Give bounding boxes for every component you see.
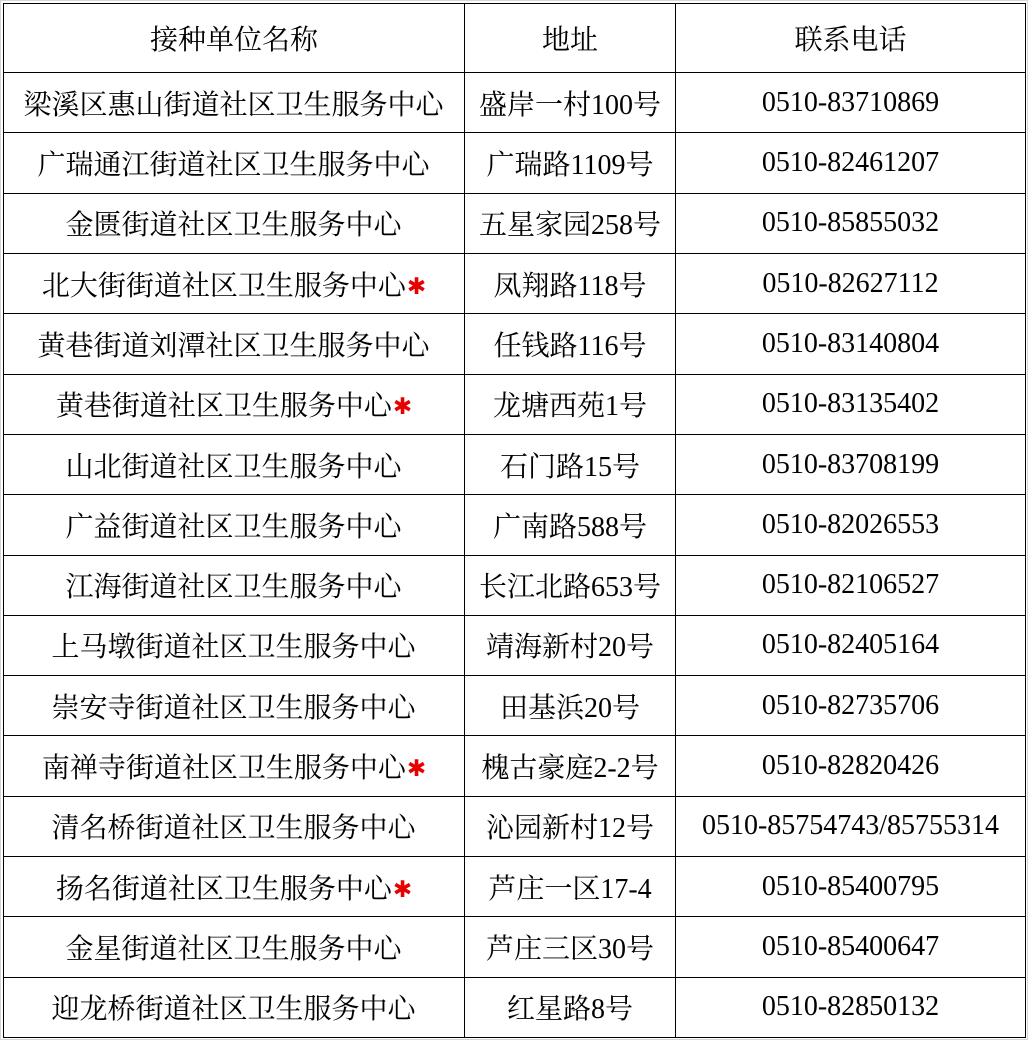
address-cell: 靖海新村20号 bbox=[465, 615, 676, 675]
address-cell: 芦庄三区30号 bbox=[465, 917, 676, 977]
asterisk-marker: ✱ bbox=[406, 756, 427, 783]
table-header bbox=[4, 4, 1026, 73]
table-row bbox=[4, 495, 1026, 555]
phone-cell: 0510-82627112 bbox=[676, 253, 1026, 313]
header-address: 地址 bbox=[465, 4, 676, 73]
table-row bbox=[4, 615, 1026, 675]
asterisk-marker: ✱ bbox=[392, 876, 413, 903]
phone-cell: 0510-85754743/85755314 bbox=[676, 796, 1026, 856]
unit-name-cell bbox=[4, 917, 465, 977]
phone-cell: 0510-83708199 bbox=[676, 434, 1026, 494]
table-row bbox=[4, 555, 1026, 615]
phone-cell: 0510-82735706 bbox=[676, 676, 1026, 736]
table-row bbox=[4, 133, 1026, 193]
address-cell: 广瑞路1109号 bbox=[465, 133, 676, 193]
address-cell: 芦庄一区17-4 bbox=[465, 857, 676, 917]
table-row bbox=[4, 676, 1026, 736]
unit-name: 崇安寺街道社区卫生服务中心 bbox=[51, 692, 416, 724]
unit-name: 清名桥街道社区卫生服务中心 bbox=[51, 813, 416, 845]
unit-name-cell bbox=[4, 133, 465, 193]
unit-name-cell bbox=[4, 314, 465, 374]
asterisk-marker: ✱ bbox=[406, 273, 427, 300]
unit-name-cell bbox=[4, 796, 465, 856]
unit-name-cell bbox=[4, 434, 465, 494]
table-row bbox=[4, 193, 1026, 253]
unit-name: 江海街道社区卫生服务中心 bbox=[65, 572, 402, 604]
unit-name-cell bbox=[4, 495, 465, 555]
table-row bbox=[4, 314, 1026, 374]
unit-name: 上马墩街道社区卫生服务中心 bbox=[51, 632, 416, 664]
unit-name-cell bbox=[4, 857, 465, 917]
table-row bbox=[4, 736, 1026, 796]
table-row bbox=[4, 253, 1026, 313]
header-row bbox=[4, 4, 1026, 73]
table-row bbox=[4, 917, 1026, 977]
table-row bbox=[4, 434, 1026, 494]
table-row bbox=[4, 73, 1026, 133]
unit-name-cell bbox=[4, 736, 465, 796]
phone-cell: 0510-82026553 bbox=[676, 495, 1026, 555]
phone-cell: 0510-83140804 bbox=[676, 314, 1026, 374]
unit-name-cell bbox=[4, 253, 465, 313]
address-cell: 长江北路653号 bbox=[465, 555, 676, 615]
unit-name: 扬名街道社区卫生服务中心 bbox=[55, 873, 392, 905]
unit-name: 南禅寺街道社区卫生服务中心 bbox=[41, 753, 406, 785]
phone-cell: 0510-83135402 bbox=[676, 374, 1026, 434]
unit-name: 黄巷街道社区卫生服务中心 bbox=[55, 391, 392, 423]
header-unit-name: 接种单位名称 bbox=[4, 4, 465, 73]
address-cell: 石门路15号 bbox=[465, 434, 676, 494]
phone-cell: 0510-82850132 bbox=[676, 977, 1026, 1037]
unit-name: 迎龙桥街道社区卫生服务中心 bbox=[51, 994, 416, 1026]
table-row bbox=[4, 796, 1026, 856]
phone-cell: 0510-85855032 bbox=[676, 193, 1026, 253]
phone-cell: 0510-82461207 bbox=[676, 133, 1026, 193]
table-row bbox=[4, 977, 1026, 1037]
address-cell: 龙塘西苑1号 bbox=[465, 374, 676, 434]
table-body bbox=[4, 73, 1026, 1038]
phone-cell: 0510-82820426 bbox=[676, 736, 1026, 796]
table-row bbox=[4, 374, 1026, 434]
unit-name-cell bbox=[4, 977, 465, 1037]
phone-cell: 0510-85400647 bbox=[676, 917, 1026, 977]
address-cell: 红星路8号 bbox=[465, 977, 676, 1037]
unit-name: 梁溪区惠山街道社区卫生服务中心 bbox=[23, 89, 444, 121]
unit-name: 广瑞通江街道社区卫生服务中心 bbox=[37, 149, 430, 181]
phone-cell: 0510-82405164 bbox=[676, 615, 1026, 675]
address-cell: 凤翔路118号 bbox=[465, 253, 676, 313]
phone-cell: 0510-82106527 bbox=[676, 555, 1026, 615]
phone-cell: 0510-85400795 bbox=[676, 857, 1026, 917]
address-cell: 五星家园258号 bbox=[465, 193, 676, 253]
unit-name-cell bbox=[4, 374, 465, 434]
address-cell: 任钱路116号 bbox=[465, 314, 676, 374]
address-cell: 盛岸一村100号 bbox=[465, 73, 676, 133]
address-cell: 广南路588号 bbox=[465, 495, 676, 555]
unit-name-cell bbox=[4, 555, 465, 615]
vaccination-units-table bbox=[3, 3, 1026, 1038]
asterisk-marker: ✱ bbox=[392, 394, 413, 421]
unit-name: 山北街道社区卫生服务中心 bbox=[65, 451, 402, 483]
unit-name: 广益街道社区卫生服务中心 bbox=[65, 511, 402, 543]
phone-cell: 0510-83710869 bbox=[676, 73, 1026, 133]
address-cell: 田基浜20号 bbox=[465, 676, 676, 736]
unit-name-cell bbox=[4, 676, 465, 736]
unit-name-cell bbox=[4, 615, 465, 675]
header-phone: 联系电话 bbox=[676, 4, 1026, 73]
unit-name: 北大街街道社区卫生服务中心 bbox=[41, 270, 406, 302]
unit-name: 金匮街道社区卫生服务中心 bbox=[65, 210, 402, 242]
table-row bbox=[4, 857, 1026, 917]
address-cell: 沁园新村12号 bbox=[465, 796, 676, 856]
unit-name-cell bbox=[4, 73, 465, 133]
unit-name-cell bbox=[4, 193, 465, 253]
unit-name: 黄巷街道刘潭社区卫生服务中心 bbox=[37, 330, 430, 362]
address-cell: 槐古豪庭2-2号 bbox=[465, 736, 676, 796]
unit-name: 金星街道社区卫生服务中心 bbox=[65, 934, 402, 966]
